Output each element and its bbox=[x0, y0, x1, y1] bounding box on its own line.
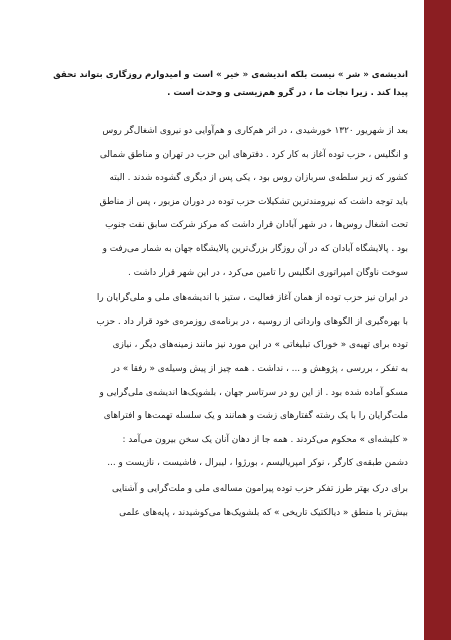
text-line: در ایران نیز حزب توده از همان آغاز فعالیت ، ستیز با اندیشه‌های ملی و ملی‌گرایان را bbox=[96, 293, 408, 304]
paragraph-1 bbox=[26, 120, 408, 285]
text-line: تحت اشغال روس‌ها ، در شهر آبادان قرار داشت که مرکز شرکت سابق نفت جنوب bbox=[105, 220, 408, 231]
text-line: سوخت ناوگان امپراتوری انگلیس را تامین می‌کرد ، در این شهر قرار داشت . bbox=[128, 267, 408, 278]
text-line: به تفکر ، بررسی ، پژوهش و ... ، نداشت . همه چیز از پیش وسیله‌ی « رفقا » در bbox=[111, 363, 408, 374]
quote-line: اندیشه‌ی « شر » نیست بلکه اندیشه‌ی « خیر » است و امیدوارم روزگاری بتواند تحقق bbox=[53, 70, 408, 80]
text-line: بعد از شهریور ۱۳۲۰ خورشیدی ، در اثر هم‌کاری و هم‌آوایی دو نیروی اشغال‌گر روس bbox=[102, 126, 408, 136]
text-line: بود . پالایشگاه آبادان که در آن روزگار بزرگ‌ترین پالایشگاه جهان به شمار می‌رفت و bbox=[102, 243, 408, 254]
paragraph-2 bbox=[26, 287, 408, 476]
quote-block bbox=[26, 66, 408, 102]
text-line: ملت‌گرایان را با یک رشته گفتارهای زشت و همانند و یک سلسله تهمت‌ها و افتراهای bbox=[103, 411, 408, 422]
text-line: کشور که زیر سلطه‌ی سربازان روس بود ، یکی پس از دیگری گشوده شدند . البته bbox=[109, 173, 408, 184]
text-line: بیش‌تر با منطق « دیالکتیک تاریخی » که بلشویک‌ها می‌کوشیدند ، پایه‌های علمی bbox=[119, 507, 408, 518]
text-line: و انگلیس ، حزب توده آغاز به کار کرد . دفترهای این حزب در تهران و مناطق شمالی bbox=[99, 149, 408, 160]
body-text bbox=[26, 120, 408, 525]
text-line: « کلیشه‌ای » محکوم می‌کردند . همه جا از دهان آنان یک سخن بیرون می‌آمد : bbox=[122, 434, 408, 445]
text-line: برای درک بهتر طرز تفکر حزب توده پیرامون مساله‌ی ملی و ملت‌گرایی و آشنایی bbox=[112, 483, 408, 494]
text-line: باید توجه داشت که نیرومندترین تشکیلات حزب توده در دوران مزبور ، پس از مناطق bbox=[99, 196, 408, 207]
text-line: توده برای تهیه‌ی « خوراک تبلیغاتی » در این مورد نیز مانند زمینه‌های دیگر ، نیازی bbox=[112, 340, 408, 351]
page-margin-border bbox=[424, 0, 451, 640]
quote-line: پیدا کند . زیرا نجات ما ، در گرو هم‌زیستی و وحدت است . bbox=[167, 88, 408, 98]
text-line: مسکو آماده شده بود . از این رو در سرتاسر جهان ، بلشویک‌ها اندیشه‌ی ملی‌گرایی و bbox=[99, 387, 408, 398]
text-line: دشمن طبقه‌ی کارگر ، نوکر امپریالیسم ، بورژوا ، لیبرال ، فاشیست ، نازیست و ... bbox=[107, 458, 408, 469]
text-line: با بهره‌گیری از الگوهای وارداتی از روسیه ، در برنامه‌ی روزمره‌ی خود قرار داد . حزب bbox=[96, 316, 408, 327]
paragraph-3 bbox=[26, 478, 408, 525]
